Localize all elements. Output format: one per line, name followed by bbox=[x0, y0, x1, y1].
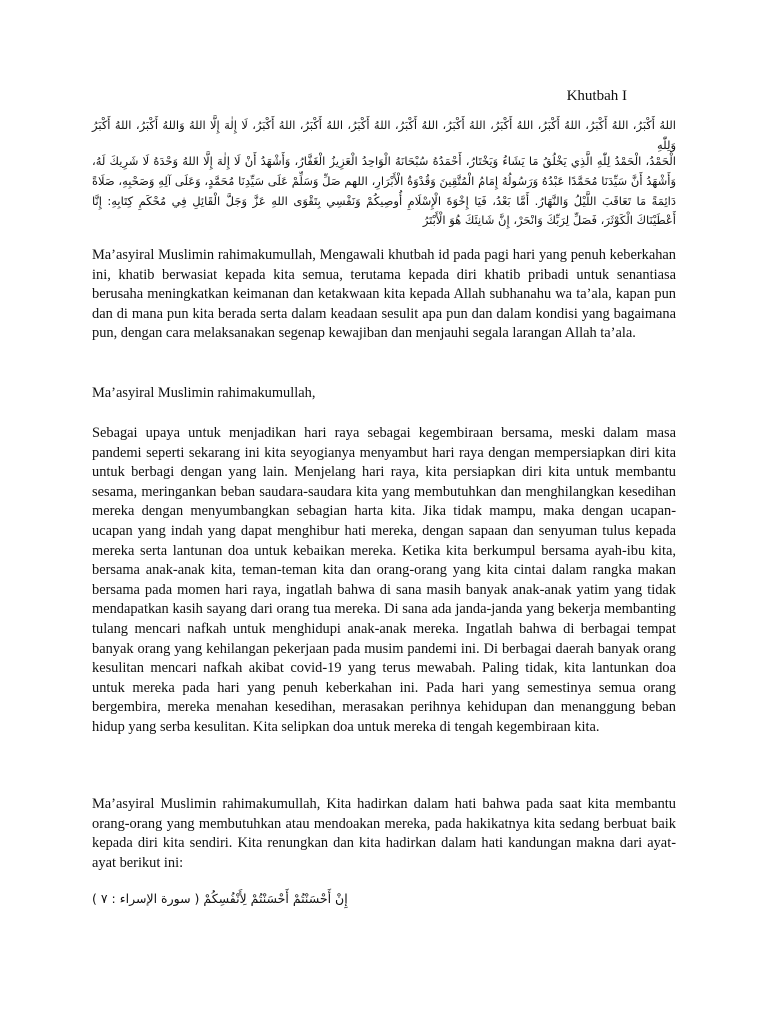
paragraph-4: Ma’asyiral Muslimin rahimakumullah, Kita hadirkan dalam hati bahwa pada saat kita membantu orang-orang yang membutuhkan atau mendoakan mereka, pada hakikatnya kita sedang berbuat baik kepada diri kita sendiri. Kita renungkan dan kita hadirkan dalam hati kandungan makna dari ayat-ayat berikut ini: bbox=[92, 796, 676, 871]
paragraph-3: Sebagai upaya untuk menjadikan hari raya sebagai kegembiraan bersama, meski dalam masa pandemi seperti sekarang ini kita seyogianya menyambut hari raya dengan mempersiapkan diri kita untuk berbagi dengan yang lain. Menjelang hari raya, kita persiapkan diri kita untuk membantu sesama, meringankan beban saudara-saudara kita yang membutuhkan dan menghilangkan kesedihan mereka dengan menyumbangkan sebagian harta kita. Jika tidak mampu, maka dengan ucapan-ucapan yang indah yang dapat menghibur hati mereka, dengan sapaan dan senyuman tulus kepada mereka serta lantunan doa untuk kebaikan mereka. Ketika kita berkumpul bersama ayah-ibu kita, bersama anak-anak kita, teman-teman kita dan orang-orang yang kita cintai dalam rangka makan bersama pada momen hari raya, ingatlah bahwa di sana masih banyak anak-anak yatim yang tidak mendapatkan kasih sayang dari orang tua mereka. Di sana ada janda-janda yang bekerja membanting tulang mencari nafkah untuk menghidupi anak-anak mereka. Ingatlah bahwa di berbagai tempat banyak orang yang kehilangan pekerjaan pada musim pandemi ini. Di berbagai daerah banyak orang kesulitan mencari nafkah akibat covid-19 yang terus mewabah. Paling tidak, kita lantunkan doa untuk mereka pada hari yang penuh keberkahan ini. Pada hari yang semestinya semua orang bergembira, mereka menahan kesedihan, merasakan perihnya kehidupan dan menanggung beban hidup yang serba kesulitan. Kita selipkan doa untuk mereka di tengah kegembiraan kita. bbox=[92, 425, 676, 735]
arabic-takbir-line: اللهُ أَكْبَرُ، اللهُ أَكْبَرُ، اللهُ أَكْبَرُ، اللهُ أَكْبَرُ، اللهُ أَكْبَرُ، اللهُ أَكْبَرُ، اللهُ أَكْبَرُ، اللهُ أَكْبَرُ، اللهُ أَكْبَرُ، لَا إِلٰهَ إِلَّا اللهُ وَاللهُ أَكْبَرُ، اللهُ أَكْبَرُ وَلِلّٰهِ bbox=[92, 118, 676, 152]
paragraph-1: Ma’asyiral Muslimin rahimakumullah, Mengawali khutbah id pada pagi hari yang penuh keberkahan ini, khatib berwasiat kepada kita semua, terutama kepada diri khatib pribadi untuk senantiasa berusaha meningkatkan keimanan dan ketakwaan kita kepada Allah subhanahu wa ta’ala, kapan pun dan di mana pun kita berada serta dalam keadaan sesulit apa pun dan dalam kondisi yang bagaimana pun, dengan cara melaksanakan segenap kewajiban dan menjauhi segala larangan Allah ta’ala. bbox=[92, 247, 676, 342]
arabic-opening-prayer: الْحَمْدُ، الْحَمْدُ لِلّٰهِ الَّذِي يَخْلُقُ مَا يَشَاءُ وَيَخْتَارُ، أَحْمَدُهُ سُبْحَانَهُ الْوَاحِدُ الْعَزِيزُ الْغَفَّارُ، وَأَشْهَدُ أَنْ لَا إِلٰهَ إِلَّا اللهُ وَحْدَهُ لَا شَرِيكَ لَهُ، وَأَشْهَدُ أَنَّ سَيِّدَنَا مُحَمَّدًا عَبْدُهُ وَرَسُولُهُ إِمَامُ الْمُتَّقِينَ وَقُدْوَةُ الْأَبْرَارِ، اللهم صَلِّ وَسَلِّمْ عَلَى سَيِّدِنَا مُحَمَّدٍ، وَعَلَى آلِهِ وَصَحْبِهِ، صَلَاةً دَائِمَةً مَا تَعَاقَبَ اللَّيْلُ وَالنَّهَارُ. أَمَّا بَعْدُ، فَيَا إِخْوَةَ الْإِسْلَامِ أُوصِيكُمْ وَنَفْسِي بِتَقْوَى اللهِ عَزَّ وَجَلَّ الْقَائِلِ فِي مُحْكَمِ كِتَابِهِ: إِنَّا أَعْطَيْنَاكَ الْكَوْثَرَ، فَصَلِّ لِرَبِّكَ وَانْحَرْ، إِنَّ شَانِئَكَ هُوَ الْأَبْتَرُ bbox=[92, 154, 676, 228]
quran-verse bbox=[92, 889, 676, 911]
paragraph-2: Ma’asyiral Muslimin rahimakumullah, bbox=[92, 385, 316, 401]
quran-verse-text: إِنْ أَحْسَنْتُمْ أَحْسَنْتُمْ لِأَنْفُسِكُمْ ( سورة الإسراء : ٧ ) bbox=[92, 891, 348, 906]
page-title: Khutbah I bbox=[566, 88, 627, 104]
